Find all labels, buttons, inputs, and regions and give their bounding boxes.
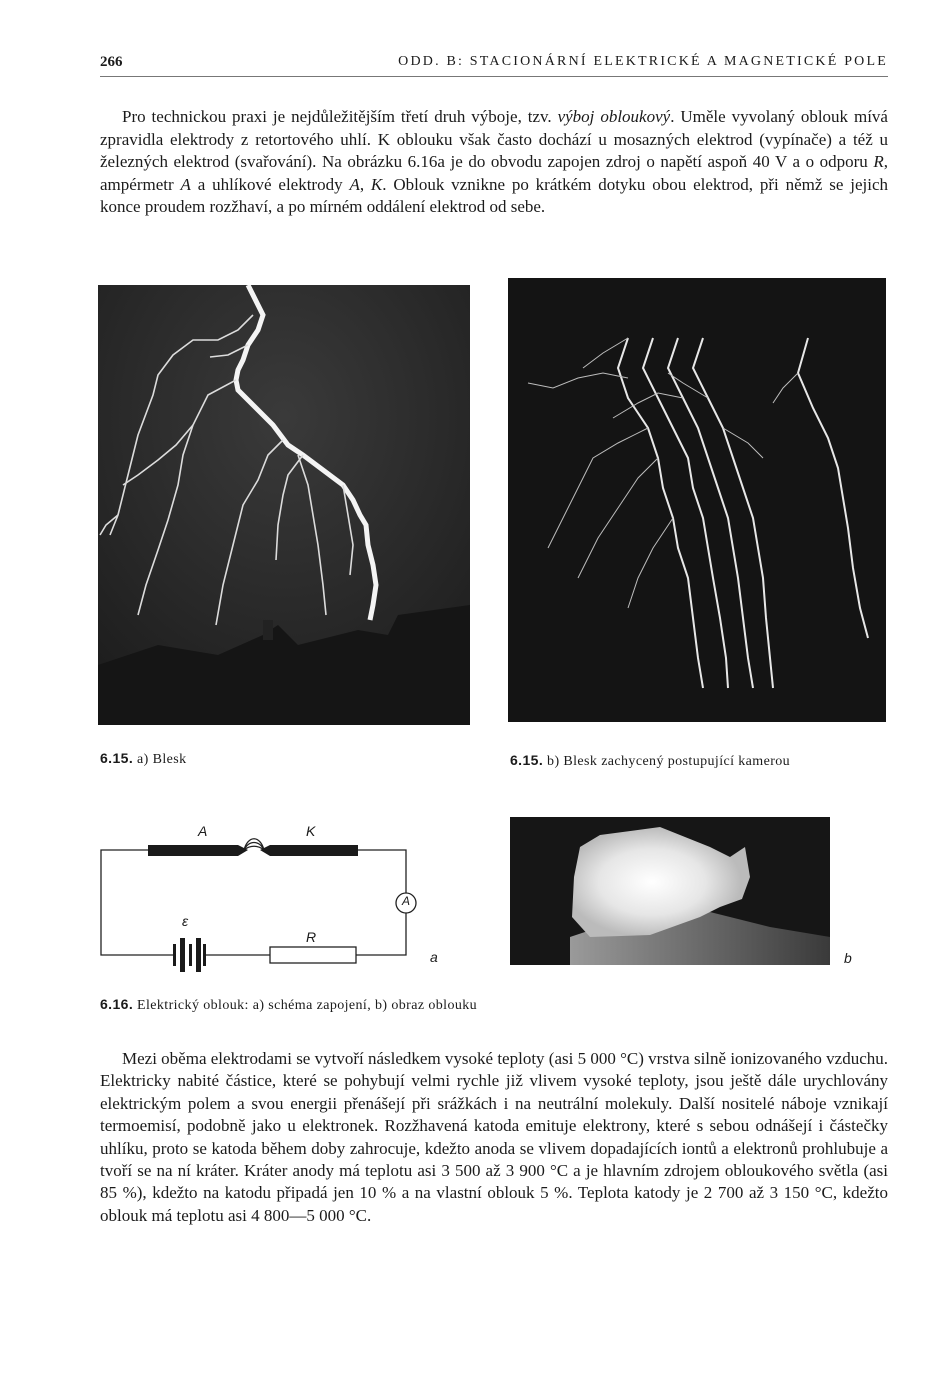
panel-a-label: a [430,949,438,965]
lightning-moving-camera-photo [508,278,886,722]
page-number: 266 [100,54,123,70]
resistor-label: R [306,929,317,945]
running-head: ODD. B: STACIONÁRNÍ ELEKTRICKÉ A MAGNETICKÉ POLE [398,54,888,69]
emf-label: ε [182,913,189,929]
page-header [100,52,888,77]
electrode-k-label: K [306,823,316,839]
paragraph-intro: Pro technickou praxi je nejdůležitějším třetí druh výboje, tzv. výboj obloukový. Uměle vyvolaný oblouk mívá zpravidla elektrody z retortového uhlí. K oblouku však často dochází u mosazných elektrod (vypínače) a též u železných elektrod (svařování). Na obrázku 6.16a je do obvodu zapojen zdroj o napětí aspoň 40 V a o odporu R, ampérmetr A a uhlíkové elektrody A, K. Oblouk vznikne po krátkém dotyku obou elektrod, při němž se jejich konce proudem rozžhaví, a po mírném oddálení elektrod od sebe. [100,107,888,217]
paragraph-arc-physics: Mezi oběma elektrodami se vytvoří následkem vysoké teploty (asi 5 000 °C) vrstva silně ionizovaného vzduchu. Elektricky nabité částice, které se pohybují velmi rychle již vlivem vysoké teploty, jsou ještě dále urychlovány elektrickým polem a svou energii přenášejí při srážkách i na neutrální molekuly. Další nositelé náboje vznikají termoemisí, podobně jako u elektronek. Rozžhavená katoda emituje elektrony, které s sebou odnášejí i částečky uhlíku, proto se katoda během doby zahrocuje, kdežto anoda se vlivem dopadajících iontů a elektronů prohlubuje a tvoří se na ní kráter. Kráter anody má teplotu asi 3 500 až 3 900 °C a je hlavním zdrojem obloukového světla (asi 85 %), kdežto na katodu připadá jen 10 % a na vlastní oblouk 5 %. Teplota katody je 2 700 až 3 150 °C, kdežto oblouk má teplotu asi 4 800—5 000 °C. [100,1049,888,1225]
electrode-a-label: A [198,823,208,839]
caption-6-16: 6.16. Elektrický oblouk: a) schéma zapojení, b) obraz oblouku [100,996,478,1013]
lightning-photo [98,285,470,725]
ammeter-label: A [402,894,411,908]
arc-photo [510,817,830,965]
arc-circuit-diagram [98,825,438,975]
caption-6-15b: 6.15. b) Blesk zachycený postupující kamerou [510,752,791,769]
caption-6-15a: 6.15. a) Blesk [100,750,187,767]
panel-b-label: b [844,950,852,966]
